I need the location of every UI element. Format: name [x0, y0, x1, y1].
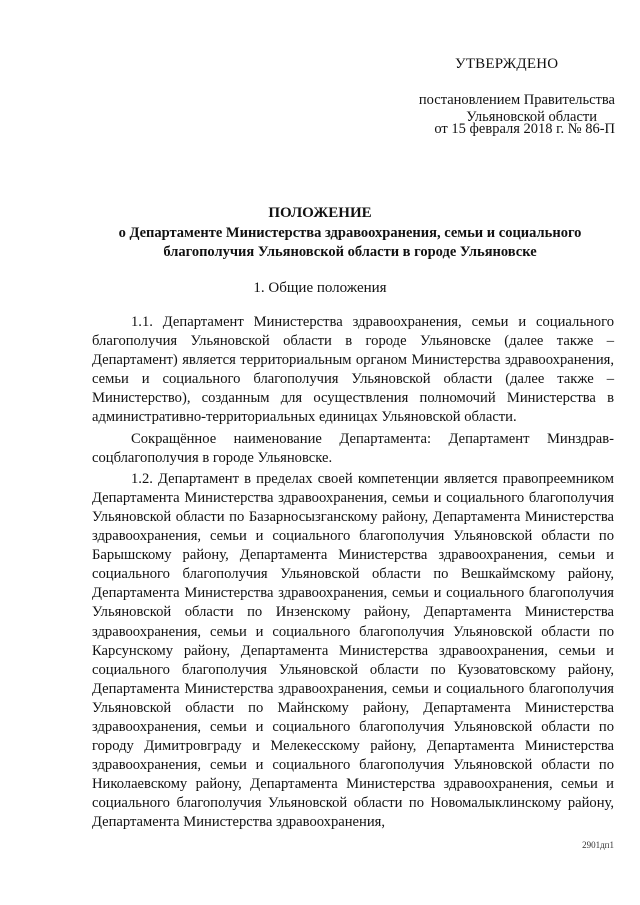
- paragraph-short-name: Сокращённое наименование Департамента: Департамент Минздрав-соцблагополучия в городе Ульяновске.: [92, 430, 614, 466]
- resolution-line-3: от 15 февраля 2018 г. № 86-П: [434, 121, 615, 137]
- document-subtitle: о Департаменте Министерства здравоохранения, семьи и социального благополучия Ульяновской области в городе Ульяновске: [118, 225, 582, 260]
- page-code: 2901дп1: [582, 840, 614, 850]
- section-heading: 1. Общие положения: [253, 280, 387, 296]
- resolution-line-2: Ульяновской области: [466, 109, 597, 125]
- document-title: ПОЛОЖЕНИЕ: [268, 205, 372, 221]
- paragraph-1-2: 1.2. Департамент в пределах своей компетенции является правопреемником Департамента Министерства здравоохранения, семьи и социального благополучия Ульяновской области по Базарносызганскому району, Департамента Министерства здравоохранения, семьи и социального благополучия Ульяновской области по Барышскому району, Департамента Министерства здравоохранения, семьи и социального благополучия Ульяновской области по Вешкаймскому району, Департамента Министерства здравоохранения, семьи и социального благополучия Ульяновской области по Инзенскому району, Департамента Министерства здравоохранения, семьи и социального благополучия Ульяновской области по Карсунскому району, Департамента Министерства здравоохранения, семьи и социального благополучия Ульяновской области по Кузоватовскому району, Департамента Министерства здравоохранения, семьи и социального благополучия Ульяновской области по Майнскому району, Департамента Министерства здравоохранения, семьи и социального благополучия Ульяновской области по городу Димитровграду и Мелекесскому району, Департамента Министерства здравоохранения, семьи и социального благополучия Ульяновской области по Николаевскому району, Департамента Министерства здравоохранения, семьи и социального благополучия Ульяновской области по Новомалыклинскому району, Департамента Министерства здравоохранения,: [92, 470, 614, 831]
- approval-resolution-block: [400, 92, 615, 137]
- resolution-line-1: постановлением Правительства: [418, 92, 615, 108]
- document-body: [92, 313, 614, 833]
- approval-stamp-title: УТВЕРЖДЕНО: [455, 56, 559, 72]
- paragraph-1-1: 1.1. Департамент Министерства здравоохранения, семьи и социального благополучия Ульяновской области в городе Ульяновске (далее также – Департамент) является территориальным органом Министерства здравоохранения, семьи и социального благополучия Ульяновской области (далее также – Министерство), созданным для осуществления полномочий Министерства в административно-территориальных единицах Ульяновской области.: [92, 314, 614, 426]
